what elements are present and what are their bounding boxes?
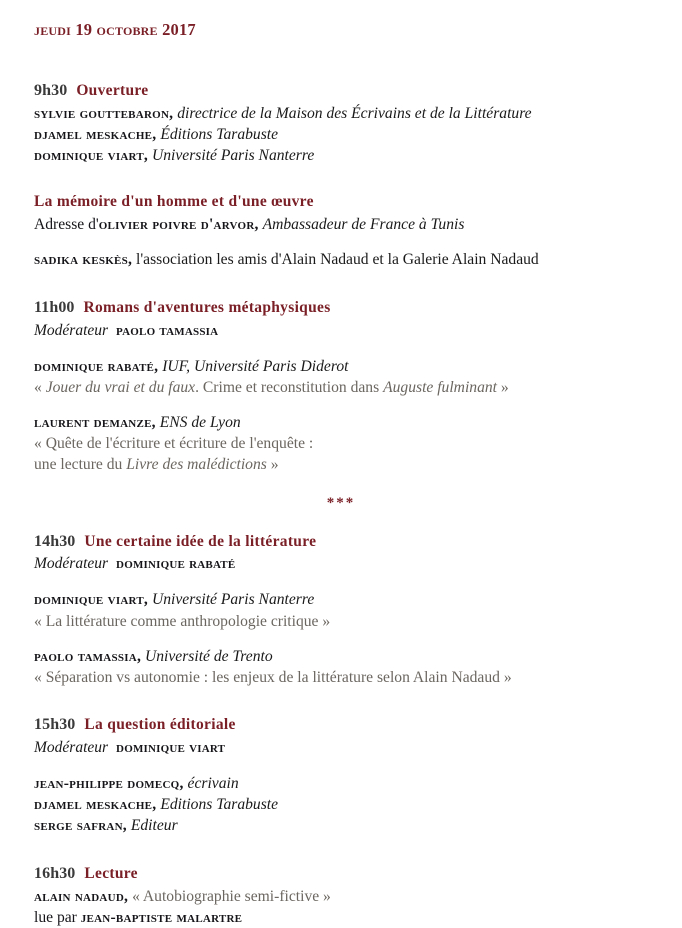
session-heading (34, 714, 648, 736)
talk-title (34, 433, 648, 454)
moderator-label: Modérateur (34, 555, 109, 573)
session-title: La question éditoriale (84, 716, 236, 734)
participant-name: sadika keskès, (34, 251, 133, 269)
participant-affiliation: Ambassadeur de France à Tunis (262, 216, 465, 234)
talk-title (34, 377, 648, 398)
participant-row (34, 815, 648, 836)
quote-part-italic: Jouer du vrai et du faux (45, 378, 196, 396)
participant-affiliation: écrivain (187, 775, 239, 793)
quote-part-italic: Livre des malédictions (126, 456, 267, 474)
page-title: jeudi 19 octobre 2017 (34, 20, 196, 39)
participant-affiliation: Editions Tarabuste (160, 796, 279, 814)
quote-part: » (266, 456, 279, 474)
participant-name: olivier poivre d'arvor, (98, 216, 259, 234)
moderator-name: dominique viart (116, 739, 226, 757)
moderator-name: dominique rabaté (116, 555, 236, 573)
participant-name: sylvie gouttebaron, (34, 104, 174, 122)
moderator-label: Modérateur (34, 321, 109, 339)
session-lecture (34, 863, 648, 928)
session-heading (34, 80, 648, 102)
session-time: 14h30 (34, 532, 76, 550)
participant-row (34, 907, 648, 928)
participant-affiliation: ENS de Lyon (159, 413, 241, 431)
participant-row (34, 214, 648, 235)
talk-title (34, 611, 648, 632)
session-time: 11h00 (34, 298, 75, 316)
talk-entry (34, 646, 648, 688)
quote-part: » (497, 378, 509, 396)
moderator-row (34, 554, 648, 575)
participant-name: dominique rabaté, (34, 357, 159, 375)
quote-part: « Séparation vs autonomie : les enjeux de la littérature selon Alain Nadaud » (34, 668, 512, 686)
quote-part: une lecture du (34, 456, 127, 474)
participant-row (34, 145, 648, 166)
section-separator: *** (326, 494, 356, 511)
section-spacer (34, 271, 648, 297)
participant-name: jean-philippe domecq, (34, 775, 184, 793)
participant-description: l'association les amis d'Alain Nadaud et la Galerie Alain Nadaud (136, 251, 539, 269)
section-spacer (34, 476, 648, 496)
participant-row (34, 124, 648, 145)
participant-row (34, 646, 648, 667)
quote-part: . Crime et reconstitution dans (195, 378, 384, 396)
participant-row (34, 773, 648, 794)
session-heading (34, 863, 648, 885)
session-question-editoriale (34, 714, 648, 836)
session-time: 16h30 (34, 864, 76, 882)
talk-title (34, 667, 648, 688)
moderator-name: paolo tamassia (116, 321, 219, 339)
participant-list (34, 249, 648, 270)
participant-row (34, 103, 648, 124)
participant-affiliation: Editeur (130, 817, 178, 835)
session-title: Romans d'aventures métaphysiques (83, 298, 331, 316)
session-heading (34, 531, 648, 553)
session-title: Ouverture (76, 81, 149, 99)
session-romans (34, 297, 648, 476)
participant-list (34, 214, 648, 235)
section-spacer (34, 511, 648, 531)
moderator-row (34, 738, 648, 759)
participant-name: djamel meskache, (34, 796, 157, 814)
quote-part: « (34, 378, 46, 396)
participant-list (34, 886, 648, 928)
page-content (34, 20, 648, 928)
section-spacer (34, 837, 648, 863)
participant-affiliation: Université Paris Nanterre (152, 591, 315, 609)
participant-row (34, 589, 648, 610)
session-time: 9h30 (34, 81, 68, 99)
participant-name: dominique viart, (34, 147, 149, 165)
participant-name: jean-baptiste malartre (80, 908, 243, 926)
participant-row (34, 794, 648, 815)
participant-affiliation: Université Paris Nanterre (152, 147, 315, 165)
section-memoire (34, 192, 648, 270)
participant-prefix: lue par (34, 908, 81, 926)
participant-row (34, 249, 648, 270)
reading-title: « Autobiographie semi-fictive » (132, 887, 331, 905)
quote-part: « Quête de l'écriture et écriture de l'enquête : (34, 435, 314, 453)
participant-list (34, 773, 648, 837)
participant-row (34, 356, 648, 377)
participant-name: paolo tamassia, (34, 647, 142, 665)
participant-affiliation: IUF, Université Paris Diderot (162, 357, 349, 375)
participant-affiliation: Université de Trento (145, 647, 273, 665)
session-title: Une certaine idée de la littérature (84, 532, 317, 550)
section-spacer (34, 166, 648, 192)
talk-entry (34, 412, 648, 476)
participant-name: dominique viart, (34, 591, 149, 609)
session-ouverture (34, 80, 648, 167)
talk-entry (34, 356, 648, 398)
session-certaine-idee (34, 531, 648, 689)
participant-list (34, 103, 648, 167)
participant-row (34, 886, 648, 907)
session-title: Lecture (84, 864, 138, 882)
participant-affiliation: directrice de la Maison des Écrivains et de la Littérature (177, 104, 532, 122)
section-title: La mémoire d'un homme et d'une œuvre (34, 193, 314, 211)
participant-affiliation: Éditions Tarabuste (160, 125, 279, 143)
moderator-label: Modérateur (34, 739, 109, 757)
talk-title-continued (34, 454, 648, 475)
participant-row (34, 412, 648, 433)
moderator-row (34, 321, 648, 342)
participant-prefix: Adresse d' (34, 216, 99, 234)
talk-entry (34, 589, 648, 631)
participant-name: serge safran, (34, 817, 127, 835)
participant-name: laurent demanze, (34, 413, 156, 431)
quote-part-italic: Auguste fulminant (383, 378, 497, 396)
participant-name: djamel meskache, (34, 125, 157, 143)
section-spacer (34, 688, 648, 714)
participant-name: alain nadaud, (34, 887, 129, 905)
session-heading (34, 297, 648, 319)
session-time: 15h30 (34, 716, 76, 734)
quote-part: « La littérature comme anthropologie critique » (34, 612, 331, 630)
